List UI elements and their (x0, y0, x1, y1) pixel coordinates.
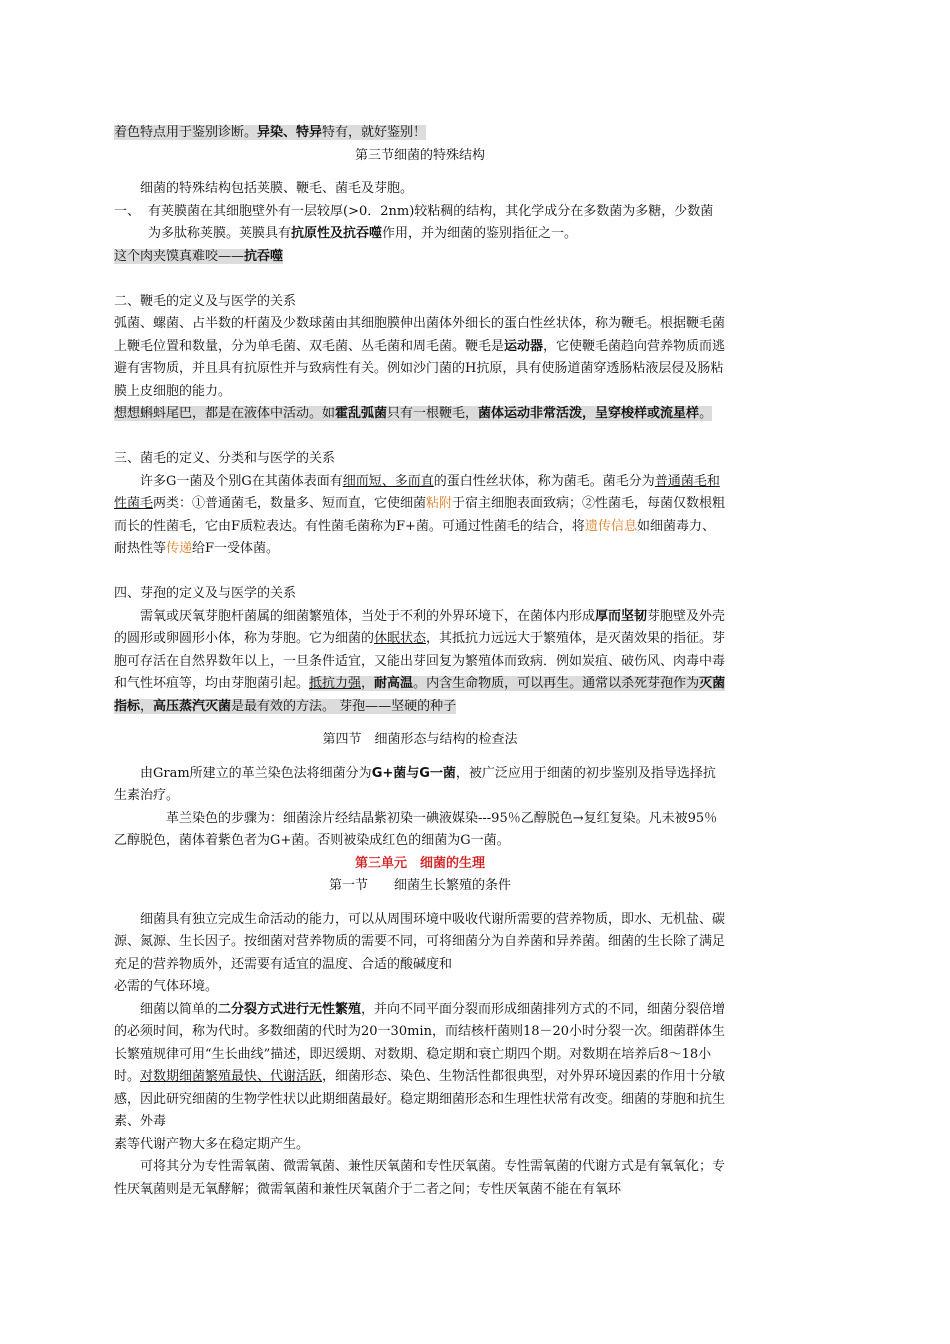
gram-steps: 革兰染色的步骤为：细菌涂片经结晶紫初染一碘液媒染---95％乙醇脱色→复红复染。凡未被95％乙醇脱色，菌体着紫色者为G+菌。否则被染成红色的细菌为G一菌。 (114, 810, 718, 848)
pili-heading: 三、菌毛的定义、分类和与医学的关系 (114, 451, 336, 466)
flagella-tip: 想想蝌蚪尾巴，都是在液体中活动。如霍乱弧菌只有一根鞭毛，菌体运动非常活泼，呈穿梭样或流星样。 (114, 406, 713, 421)
gram-paragraph: 由Gram所建立的革兰染色法将细菌分为G+菌与G一菌，被广泛应用于细菌的初步鉴别及指导选择抗生素治疗。 (114, 765, 716, 803)
growth-paragraph-2b: 素等代谢产物大多在稳定期产生。 (114, 1136, 310, 1152)
capsule-tip: 这个肉夹馍真难咬——抗吞噬 (114, 248, 284, 264)
capsule-paragraph: 一、 有荚膜菌在其细胞壁外有一层较厚(>0．2nm)较粘稠的结构，其化学成分在多数菌为多糖，少数菌为多肽称荚膜。荚膜具有抗原性及抗吞噬作用，并为细菌的鉴别指征之一。 (114, 201, 726, 246)
line-top: 着色特点用于鉴别诊断。异染、特异特有，就好鉴别！ (114, 125, 427, 140)
document-page (114, 122, 726, 1201)
section3-intro: 细菌的特殊结构包括荚膜、鞭毛、菌毛及芽胞。 (140, 181, 414, 196)
section1-title: 第一节 细菌生长繁殖的条件 (328, 878, 511, 893)
spore-paragraph: 需氧或厌氧芽胞杆菌属的细菌繁殖体，当处于不利的外界环境下，在菌体内形成厚而坚韧芽胞壁及外壳的圆形或卵圆形小体，称为芽胞。它为细菌的休眠状态，其抵抗力远远大于繁殖体，是灭菌效果的指征。芽胞可存活在自然界数年以上，一旦条件适宜，又能出芽回复为繁殖体而致病．例如炭疽、破伤风、肉毒中毒和气性坏疽等，均由芽胞菌引起。抵抗力强，耐高温。内含生命物质，可以再生。通常以杀死芽孢作为灭菌指标，高压蒸汽灭菌是最有效的方法。 芽孢——坚硬的种子 (114, 608, 726, 714)
flagella-heading: 二、鞭毛的定义及与医学的关系 (114, 293, 297, 309)
section4-title: 第四节 细菌形态与结构的检查法 (322, 732, 518, 747)
growth-paragraph-2: 细菌以简单的二分裂方式进行无性繁殖，并向不同平面分裂而形成细菌排列方式的不同，细菌分裂倍增的必须时间，称为代时。多数细菌的代时为20一30min，而结核杆菌则18－20小时分裂一次。细菌群体生长繁殖规律可用“生长曲线”描述，即迟缓期、对数期、稳定期和衰亡期四个期。对数期在培养后8～18小时。对数期细菌繁殖最快、代谢活跃，细菌形态、染色、生物活性都很典型，对外界环境因素的作用十分敏感，因此研究细菌的生物学性状以此期细菌最好。稳定期细菌形态和生理性状常有改变。细菌的芽胞和抗生素、外毒 (114, 1001, 726, 1129)
flagella-paragraph: 弧菌、螺菌、占半数的杆菌及少数球菌由其细胞膜伸出菌体外细长的蛋白性丝状体，称为鞭毛。根据鞭毛菌上鞭毛位置和数量，分为单毛菌、双毛菌、丛毛菌和周毛菌。鞭毛是运动器，它使鞭毛菌趋向营养物质而逃避有害物质，并且具有抗原性并与致病性有关。例如沙门菌的H抗原，具有使肠道菌穿透肠粘液层侵及肠粘膜上皮细胞的能力。 (114, 316, 726, 399)
pili-paragraph: 许多G一菌及个别G在其菌体表面有细而短、多而直的蛋白性丝状体，称为菌毛。菌毛分为普通菌毛和性菌毛两类：①普通菌毛，数量多、短而直，它使细菌粘附于宿主细胞表面致病；②性菌毛，每菌仅数根粗而长的性菌毛，它由F质粒表达。有性菌毛菌称为F+菌。可通过性菌毛的结合，将遗传信息如细菌毒力、耐热性等传递给F一受体菌。 (114, 473, 726, 556)
growth-paragraph-1b: 必需的气体环境。 (114, 979, 219, 994)
growth-paragraph-1: 细菌具有独立完成生命活动的能力，可以从周围环境中吸收代谢所需要的营养物质，即水、无机盐、碳源、氮源、生长因子。按细菌对营养物质的需要不同，可将细菌分为自养菌和异养菌。细菌的生长除了满足充足的营养物质外，还需要有适宜的温度、合适的酸碱度和 (114, 911, 726, 972)
capsule-number: 一、 (114, 203, 141, 219)
section3-title: 第三节细菌的特殊结构 (354, 147, 485, 163)
growth-paragraph-3: 可将其分为专性需氧菌、微需氧菌、兼性厌氧菌和专性厌氧菌。专性需氧菌的代谢方式是有氧氧化；专性厌氧菌则是无氧酵解；微需氧菌和兼性厌氧菌介于二者之间；专性厌氧菌不能在有氧环 (114, 1159, 726, 1197)
spore-heading: 四、芽孢的定义及与医学的关系 (114, 586, 297, 601)
unit3-title: 第三单元 细菌的生理 (354, 855, 485, 871)
